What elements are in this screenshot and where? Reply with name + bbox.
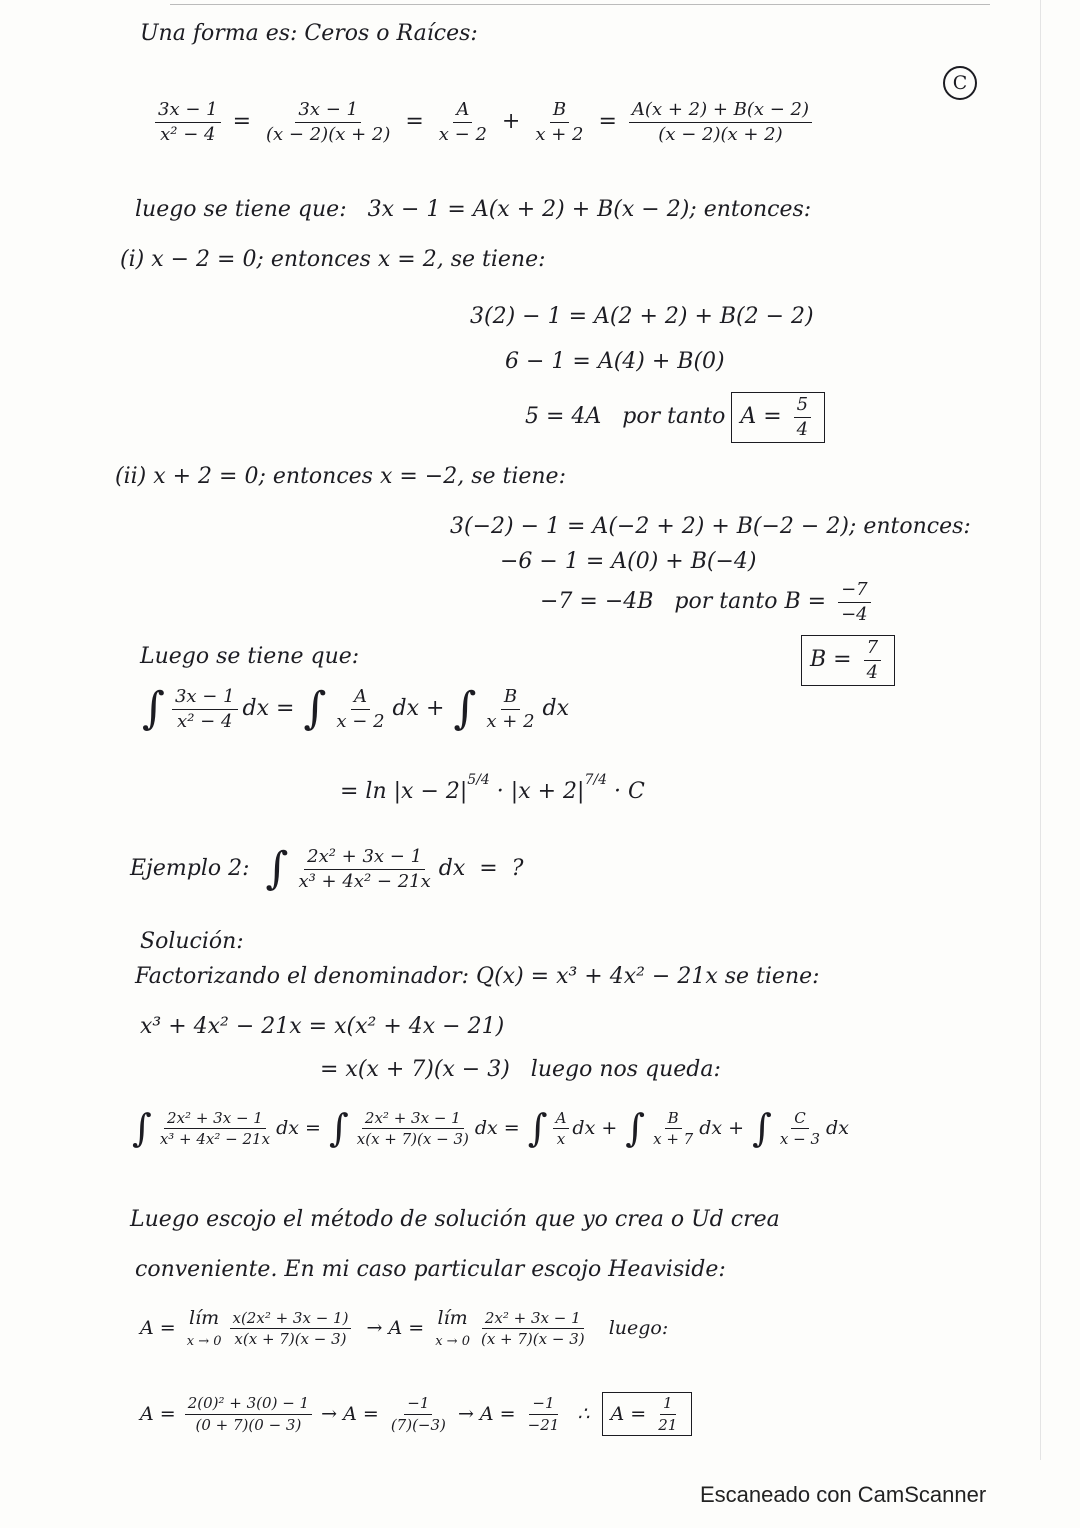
fraction [478,1310,588,1348]
denominator: 4 [866,661,879,683]
equation-line [500,550,757,574]
page-mark: C [952,72,968,94]
exponent: 5/4 [467,772,490,789]
denominator: x + 2 [535,123,584,145]
text-run: luego se tiene que: 3x − 1 = A(x + 2) + B(x − 2); entonces: [135,197,812,222]
text-run: = [398,109,431,135]
limit [187,1308,222,1349]
text-run: 3(2) − 1 = A(2 + 2) + B(2 − 2) [470,304,814,329]
equation-line [450,515,971,539]
denominator: x + 2 [486,710,535,732]
equation-line [115,465,566,489]
text-run: x³ + 4x² − 21x = x(x² + 4x − 21) [140,1014,505,1039]
denominator: x² − 4 [177,710,233,732]
denominator: (0 + 7)(0 − 3) [195,1415,302,1434]
fraction [864,638,881,683]
fraction [157,1110,273,1148]
limit [435,1308,470,1349]
limit-subscript: x → 0 [186,1333,222,1349]
text-run: luego: [590,1317,669,1340]
text-run: dx = [276,1117,327,1140]
integral-sign: ∫ [265,843,289,894]
text-run: dx + [699,1117,751,1140]
numerator: 2x² + 3x − 1 [362,1110,464,1130]
equation-line [505,350,725,374]
boxed-result [731,392,825,443]
equation-line [140,1015,504,1039]
fraction [838,580,871,625]
boxed-result [801,635,895,686]
numerator: 2(0)² + 3(0) − 1 [185,1395,312,1415]
equation-line [540,580,876,625]
denominator: x − 2 [438,123,487,145]
denominator: −4 [841,603,868,625]
fraction [230,1310,352,1348]
fraction [155,100,221,145]
fraction [172,687,238,732]
text-run: 3(−2) − 1 = A(−2 + 2) + B(−2 − 2); entonces: [450,514,971,539]
text-run: = [225,109,259,135]
equation-line [135,1258,726,1282]
numerator: B [665,1110,682,1130]
text-run: = x(x + 7)(x − 3) luego nos queda: [320,1057,721,1082]
fraction [532,100,586,145]
fraction [263,100,393,145]
numerator: 3x − 1 [172,687,238,710]
denominator: x − 3 [779,1130,821,1149]
text-run: 5 = 4A por tanto [525,404,726,430]
text-run: −6 − 1 = A(0) + B(−4) [500,549,757,574]
numerator: 5 [794,395,811,418]
scanner-watermark: Escaneado con CamScanner [700,1482,987,1507]
text-run: dx + [392,696,452,722]
numerator: A [553,1110,570,1130]
integral-sign: ∫ [328,1106,349,1150]
equation-line [470,305,814,329]
integral-sign: ∫ [625,1106,646,1150]
numerator: 2x² + 3x − 1 [164,1110,266,1130]
denominator: x³ + 4x² − 21x [298,870,431,892]
integral-sign: ∫ [303,683,327,734]
text-run: A = [740,404,789,430]
equation-line [140,1308,668,1349]
denominator: (7)(−3) [390,1415,446,1434]
fraction [655,1395,680,1433]
text-run: Luego se tiene que: [140,644,360,669]
denominator: x + 7 [653,1130,694,1149]
equation-line [140,645,359,669]
numerator: −1 [529,1395,557,1415]
denominator: 21 [658,1415,678,1434]
denominator: x [556,1130,566,1149]
text-run: dx = ? [438,856,524,882]
text-run: dx + [572,1117,624,1140]
limit-label: lím [437,1307,468,1329]
numerator: 2x² + 3x − 1 [482,1310,584,1330]
fraction [794,395,811,440]
fraction [525,1395,563,1433]
text-run: A = [610,1402,653,1425]
denominator: x(x + 7)(x − 3) [234,1330,347,1349]
equation-line [140,22,478,46]
text-run: Factorizando el denominador: Q(x) = x³ + 4x² − 21x se tiene: [135,964,820,989]
denominator: x(x + 7)(x − 3) [356,1130,469,1149]
integral-sign: ∫ [453,683,477,734]
numerator: A(x + 2) + B(x − 2) [629,100,812,123]
text-run: · C [606,779,645,804]
text-run: conveniente. En mi caso particular escojo Heaviside: [135,1257,726,1282]
numerator: B [501,687,520,710]
fraction [436,100,490,145]
numerator: 7 [864,638,881,661]
text-run: A = [140,1317,182,1340]
denominator: (x + 7)(x − 3) [480,1330,585,1349]
equation-line [135,198,811,222]
text-run: (ii) x + 2 = 0; entonces x = −2, se tiene: [115,464,566,489]
text-run: · |x + 2| [489,779,585,804]
numerator: B [550,100,569,123]
equation-line [140,1392,692,1436]
limit-label: lím [189,1307,220,1329]
numerator: 3x − 1 [295,100,361,123]
fraction [333,687,387,732]
numerator: A [351,687,370,710]
integral-sign: ∫ [752,1106,772,1150]
text-run: + [494,109,528,135]
denominator: −21 [527,1415,560,1434]
text-run: dx [542,696,570,722]
integral-sign: ∫ [527,1106,548,1150]
text-run: = [591,109,624,135]
text-run: (i) x − 2 = 0; entonces x = 2, se tiene: [120,247,546,272]
fraction [388,1395,449,1433]
denominator: x³ + 4x² − 21x [159,1130,271,1149]
page-mark-circle [943,66,977,100]
denominator: (x − 2)(x + 2) [266,123,391,145]
integral-sign: ∫ [142,683,165,734]
numerator: −7 [838,580,871,603]
fraction [354,1110,472,1148]
text-run: → A = [354,1317,431,1340]
denominator: x − 2 [336,710,385,732]
equation-line [140,685,569,733]
limit-subscript: x → 0 [435,1333,470,1349]
equation-line [795,635,895,686]
text-run: = ln |x − 2| [340,779,468,804]
fraction [185,1395,312,1433]
text-run: B = [810,647,859,673]
equation-line [525,392,825,443]
fraction [295,847,433,892]
equation-line [340,772,645,804]
text-run: Ejemplo 2: [130,856,264,882]
equation-line [130,1108,849,1150]
denominator: (x − 2)(x + 2) [658,123,783,145]
fraction [483,687,537,732]
equation-line [150,100,817,145]
text-run: Solución: [140,929,244,954]
integral-sign: ∫ [132,1106,152,1150]
fraction [629,100,812,145]
text-run: → A = [315,1402,385,1425]
boxed-result [602,1392,693,1436]
text-run: −7 = −4B por tanto B = [540,589,834,615]
equation-line [130,1208,780,1232]
numerator: −1 [404,1395,432,1415]
numerator: 2x² + 3x − 1 [304,847,425,870]
text-run: dx = [474,1117,526,1140]
exponent: 7/4 [584,772,607,789]
equation-line [140,930,244,954]
equation-line [135,965,820,989]
text-run: 6 − 1 = A(4) + B(0) [505,349,725,374]
text-run: dx = [242,696,302,722]
text-run: ∴ [565,1402,596,1425]
equation-line [320,1058,721,1082]
text-run: Luego escojo el método de solución que yo crea o Ud crea [130,1207,780,1232]
denominator: 4 [796,418,809,440]
numerator: C [791,1110,808,1130]
text-run: A = [140,1402,182,1425]
equation-line [130,845,523,893]
denominator: x² − 4 [160,123,216,145]
numerator: 1 [660,1395,676,1415]
fraction [553,1110,570,1148]
fraction [777,1110,823,1148]
numerator: A [453,100,472,123]
text-run: → A = [451,1402,522,1425]
text-run: Una forma es: Ceros o Raíces: [140,21,478,46]
numerator: 3x − 1 [155,100,221,123]
equation-line [120,248,546,272]
scan-edge-line [170,4,990,5]
text-run: dx [826,1117,849,1140]
numerator: x(2x² + 3x − 1) [230,1310,352,1330]
page-margin-line [1040,0,1041,1460]
fraction [650,1110,696,1148]
